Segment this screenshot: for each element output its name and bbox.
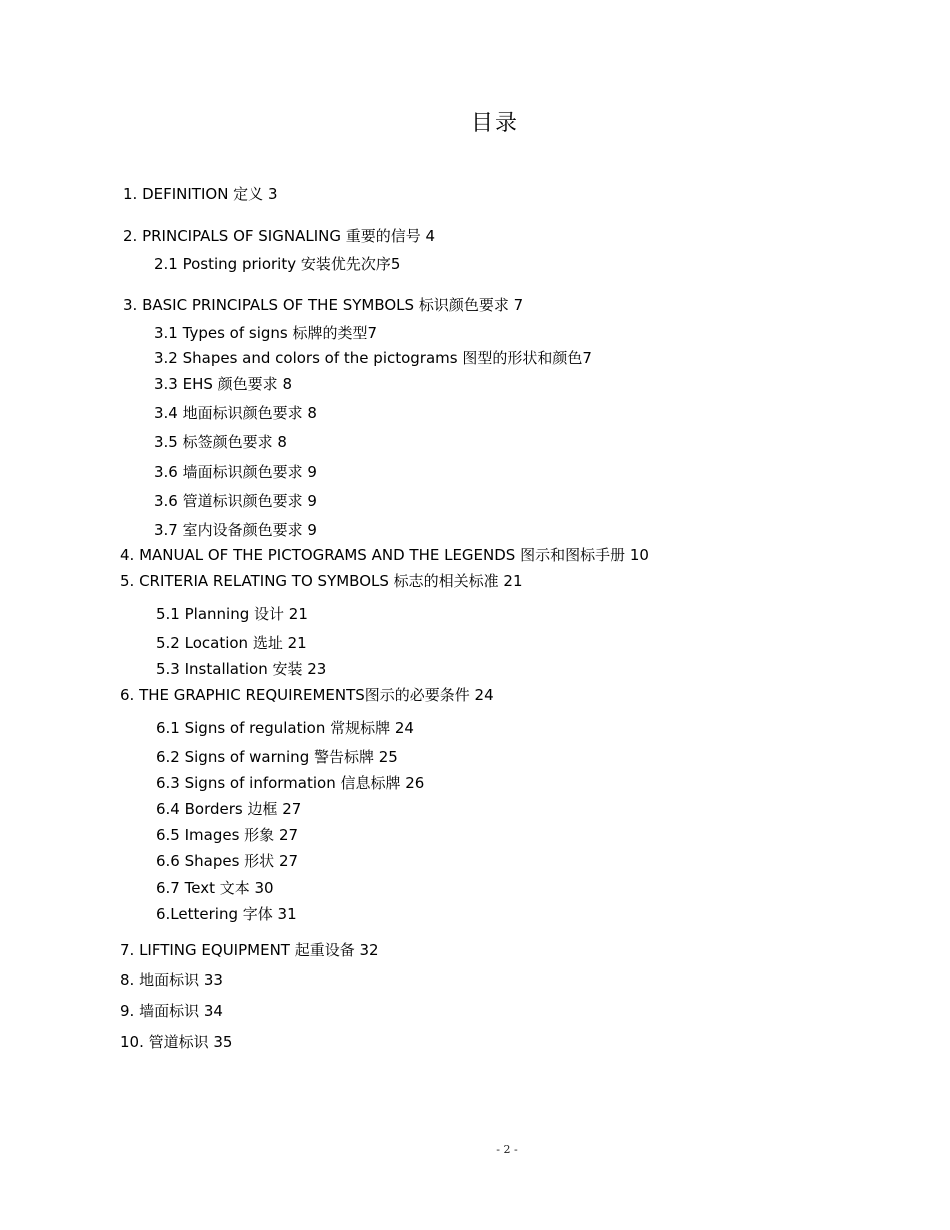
toc-entry-9: 9. 墙面标识 34 — [120, 1002, 223, 1020]
page-number: - 2 - — [496, 1143, 518, 1156]
toc-title: 目录 — [470, 111, 519, 136]
toc-entry-3-6b: 3.6 管道标识颜色要求 9 — [154, 492, 317, 510]
toc-entry-6-6: 6.6 Shapes 形状 27 — [156, 852, 299, 870]
toc-entry-6: 6. THE GRAPHIC REQUIREMENTS图示的必要条件 24 — [120, 686, 494, 704]
toc-entry-6-2: 6.2 Signs of warning 警告标牌 25 — [156, 748, 398, 766]
toc-entry-6-8: 6.Lettering 字体 31 — [156, 905, 297, 923]
toc-entry-6-5: 6.5 Images 形象 27 — [156, 826, 299, 844]
toc-entry-5-2: 5.2 Location 选址 21 — [156, 634, 307, 652]
toc-entry-6-7: 6.7 Text 文本 30 — [156, 879, 274, 897]
toc-entry-5: 5. CRITERIA RELATING TO SYMBOLS 标志的相关标准 21 — [120, 572, 523, 590]
toc-entry-10: 10. 管道标识 35 — [120, 1033, 233, 1051]
toc-entry-5-3: 5.3 Installation 安装 23 — [156, 660, 327, 678]
toc-entry-3-3: 3.3 EHS 颜色要求 8 — [154, 375, 292, 393]
toc-entry-7: 7. LIFTING EQUIPMENT 起重设备 32 — [120, 941, 379, 959]
toc-entry-3-5: 3.5 标签颜色要求 8 — [154, 433, 287, 451]
toc-entry-5-1: 5.1 Planning 设计 21 — [156, 605, 308, 623]
toc-entry-6-4: 6.4 Borders 边框 27 — [156, 800, 302, 818]
toc-entry-2: 2. PRINCIPALS OF SIGNALING 重要的信号 4 — [123, 227, 436, 245]
toc-entry-3-1: 3.1 Types of signs 标牌的类型7 — [154, 324, 378, 342]
toc-entry-3-4: 3.4 地面标识颜色要求 8 — [154, 404, 317, 422]
toc-entry-3: 3. BASIC PRINCIPALS OF THE SYMBOLS 标识颜色要求 7 — [123, 296, 524, 314]
toc-entry-1: 1. DEFINITION 定义 3 — [123, 185, 278, 203]
toc-entry-3-7: 3.7 室内设备颜色要求 9 — [154, 521, 317, 539]
toc-entry-4: 4. MANUAL OF THE PICTOGRAMS AND THE LEGENDS 图示和图标手册 10 — [120, 546, 649, 564]
toc-entry-6-1: 6.1 Signs of regulation 常规标牌 24 — [156, 719, 414, 737]
toc-entry-3-2: 3.2 Shapes and colors of the pictograms 图型的形状和颜色7 — [154, 349, 592, 367]
toc-entry-8: 8. 地面标识 33 — [120, 971, 223, 989]
toc-entry-3-6a: 3.6 墙面标识颜色要求 9 — [154, 463, 317, 481]
toc-entry-6-3: 6.3 Signs of information 信息标牌 26 — [156, 774, 425, 792]
toc-entry-2-1: 2.1 Posting priority 安装优先次序5 — [154, 255, 401, 273]
